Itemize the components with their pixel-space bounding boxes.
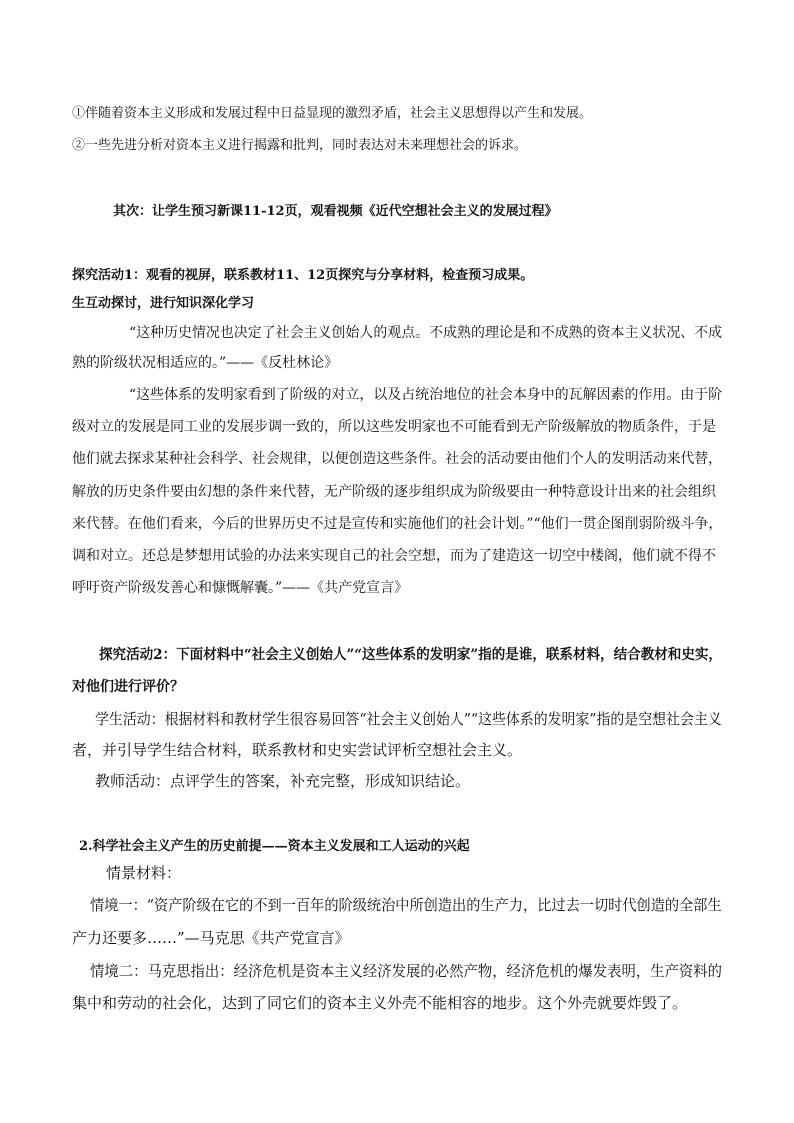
quote2-line: 解放的历史条件要由幻想的条件来代替，无产阶级的逐步组织成为阶级要由一种特意设计出来的社会组织 [72, 484, 716, 500]
scene2-line: 情境二：马克思指出：经济危机是资本主义经济发展的必然产物，经济危机的爆发表明，生产资料的 [90, 962, 723, 980]
quote1-line: 熟的阶级状况相适应的。”——《反杜林论》 [72, 355, 339, 371]
intro-point-1: ①伴随着资本主义形成和发展过程中日益显现的激烈矛盾，社会主义思想得以产生和发展。 [72, 106, 593, 121]
activity2-title-line: 对他们进行评价？ [72, 679, 184, 695]
next-step-instruction: 其次：让学生预习新课11-12页，观看视频《近代空想社会主义的发展过程》 [113, 204, 558, 219]
quote2-line: 调和对立。还总是梦想用试验的办法来实现自己的社会空想，而为了建造这一切空中楼阁，他们就不得不 [72, 548, 716, 564]
intro-point-2: ②一些先进分析对资本主义进行揭露和批判，同时表达对未来理想社会的诉求。 [72, 138, 528, 153]
quote2-line: 级对立的发展是同工业的发展步调一致的，所以这些发明家也不可能看到无产阶级解放的物质条件，于是 [72, 419, 716, 435]
activity1-title: 探究活动1：观看的视屏，联系教材11、12页探究与分享材料，检查预习成果。 [72, 268, 534, 283]
scene-material-label: 情景材料： [106, 864, 182, 882]
section2-heading: 2.科学社会主义产生的历史前提——资本主义发展和工人运动的兴起 [79, 839, 470, 854]
activity2-title-line: 探究活动2：下面材料中“社会主义创始人”“这些体系的发明家”指的是谁，联系材料，结合教材和史实， [99, 647, 722, 663]
quote1-line: “这种历史情况也决定了社会主义创始人的观点。不成熟的理论是和不成熟的资本主义状况、不成 [129, 325, 723, 341]
scene1-line: 产力还要多……”—马克思《共产党宣言》 [72, 929, 350, 947]
teacher-activity: 教师活动：点评学生的答案，补充完整，形成知识结论。 [95, 772, 471, 790]
student-activity-line: 者，并引导学生结合材料，联系教材和史实尝试评析空想社会主义。 [72, 741, 523, 759]
student-activity-line: 学生活动：根据材料和教材学生很容易回答“社会主义创始人”“这些体系的发明家”指的是空想社会主义 [95, 710, 722, 728]
quote2-line: 他们就去探求某种社会科学、社会规律，以便创造这些条件。社会的活动要由他们个人的发明活动来代替， [72, 451, 722, 467]
quote2-line: 来代替。在他们看来，今后的世界历史不过是宣传和实施他们的社会计划。”“他们一贯企图削弱阶级斗争， [72, 516, 723, 532]
scene2-line: 集中和劳动的社会化，达到了同它们的资本主义外壳不能相容的地步。这个外壳就要炸毁了。 [72, 994, 688, 1012]
quote2-line: 呼吁资产阶级发善心和慷慨解囊。”——《共产党宣言》 [72, 580, 409, 596]
scene1-line: 情境一：“资产阶级在它的不到一百年的阶级统治中所创造出的生产力，比过去一切时代创造的全部生 [90, 896, 722, 914]
activity1-subtitle: 生互动探讨，进行知识深化学习 [72, 296, 255, 311]
quote2-line: “这些体系的发明家看到了阶级的对立，以及占统治地位的社会本身中的瓦解因素的作用。由于阶 [129, 387, 723, 403]
